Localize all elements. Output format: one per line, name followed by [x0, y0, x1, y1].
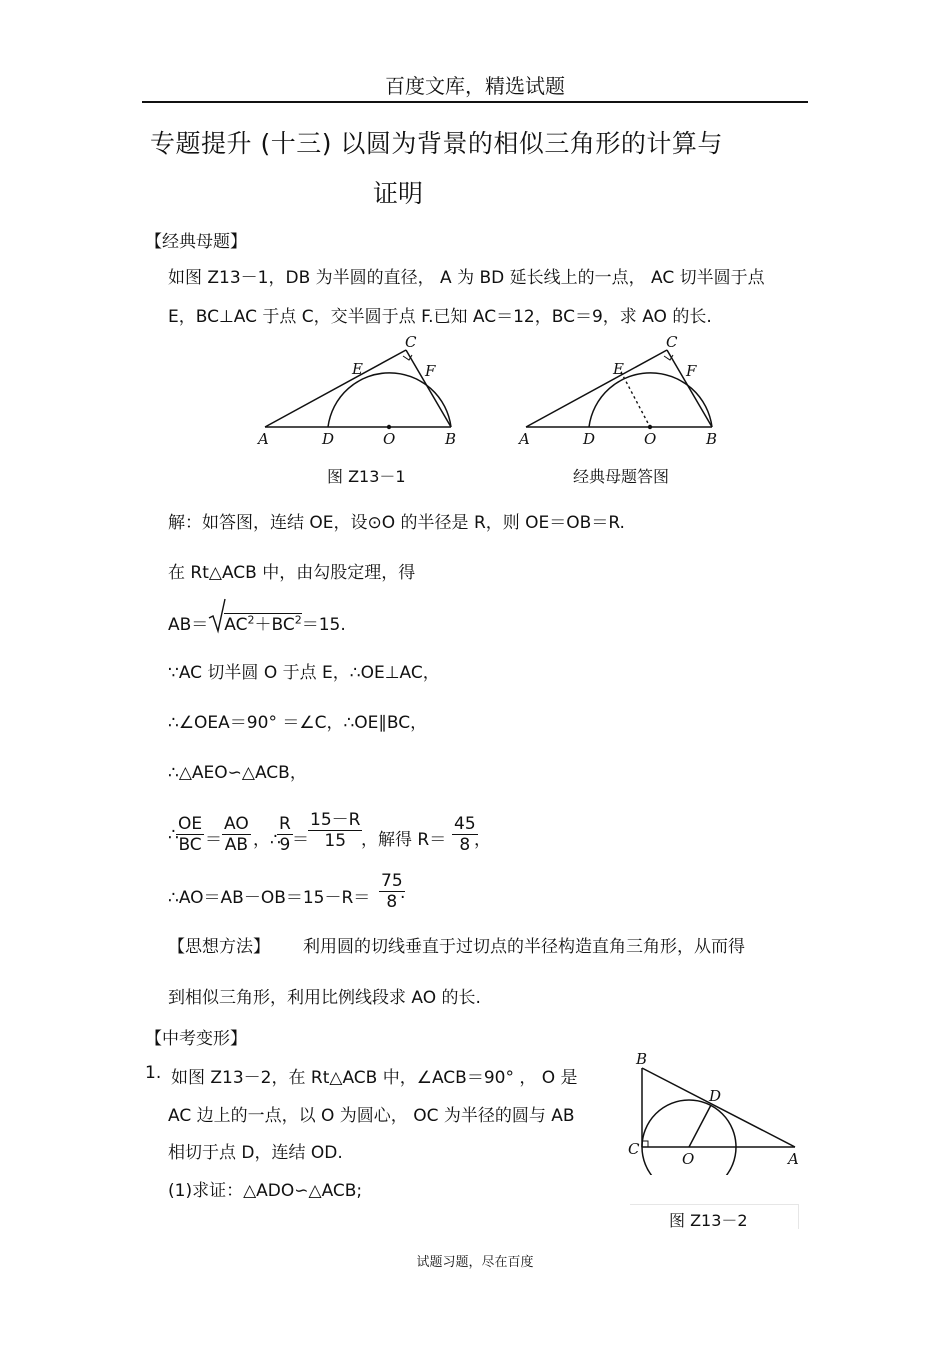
figure-z13-1: [255, 332, 470, 452]
label-b: B: [706, 430, 718, 448]
solution-line3: [168, 610, 346, 635]
therefore-mark: ∴: [168, 825, 179, 845]
variant-line1: 如图 Z13－2，在 Rt△ACB 中，∠ACB＝90° ， O 是: [171, 1068, 578, 1088]
figure-z13-1-caption: 图 Z13－1: [327, 467, 406, 486]
classic-problem-line1: 如图 Z13－1，DB 为半圆的直径， A 为 BD 延长线上的一点， AC 切半圆于点: [168, 268, 765, 288]
line-ac: [265, 350, 406, 427]
radical-sign: [208, 598, 226, 634]
solution-line8-end: .: [400, 883, 406, 903]
label-c: C: [405, 333, 417, 351]
label-d: D: [583, 430, 596, 448]
dotted-oe: [621, 372, 650, 427]
label-e: E: [613, 360, 624, 378]
line-ab: [642, 1068, 795, 1147]
label-c: C: [666, 333, 678, 351]
label-a: A: [519, 430, 530, 448]
method-line1: 利用圆的切线垂直于过切点的半径构造直角三角形，从而得: [303, 937, 745, 957]
comma-end: ，: [474, 830, 491, 850]
label-a: A: [258, 430, 269, 448]
solution-line5: ∴∠OEA＝90° ＝∠C，∴OE∥BC，: [168, 713, 428, 733]
label-f: F: [425, 362, 436, 380]
label-o: O: [682, 1150, 695, 1168]
header-title: 百度文库，精选试题: [385, 74, 565, 98]
classic-problem-line2: E，BC⊥AC 于点 C，交半圆于点 F.已知 AC＝12，BC＝9，求 AO 的长.: [168, 307, 712, 327]
solution-line4: ∵AC 切半圆 O 于点 E，∴OE⊥AC，: [168, 663, 440, 683]
figure-answer: [516, 332, 731, 452]
fraction-ao-ab: $\frac{AO}{AB}$: [224, 814, 249, 855]
label-b: B: [636, 1050, 648, 1068]
center-dot: [648, 425, 652, 429]
label-b: B: [445, 430, 457, 448]
footer-text: 试题习题，尽在百度: [416, 1255, 534, 1270]
ab-equals: AB＝: [168, 615, 209, 635]
radicand: $AC^2+BC^2$: [224, 613, 302, 635]
fraction-r-9: $\frac{R}{9}$: [279, 814, 291, 855]
solution-line6: ∴△AEO∽△ACB，: [168, 763, 307, 783]
label-d: D: [322, 430, 335, 448]
comma-therefore: ，∴: [253, 830, 281, 850]
fraction-oe-bc: $\frac{OE}{BC}$: [178, 814, 203, 855]
variant-line2: AC 边上的一点，以 O 为圆心， OC 为半径的圆与 AB: [168, 1106, 575, 1126]
label-c: C: [628, 1140, 640, 1158]
fraction-75-8: $\frac{75}{8}$: [381, 871, 403, 912]
label-f: F: [686, 362, 697, 380]
label-o: O: [383, 430, 396, 448]
equals-1: ＝: [205, 830, 222, 850]
variant-line4: (1)求证：△ADO∽△ACB;: [168, 1181, 363, 1201]
sqrt-expression: [208, 610, 301, 635]
method-line2: 到相似三角形，利用比例线段求 AO 的长.: [168, 988, 481, 1008]
equals-2: ＝: [292, 830, 309, 850]
figure-answer-caption: 经典母题答图: [573, 467, 670, 486]
variant-line3: 相切于点 D，连结 OD.: [168, 1143, 343, 1163]
label-e: E: [352, 360, 363, 378]
header-divider: [142, 101, 808, 103]
solution-line2: 在 Rt△ACB 中，由勾股定理，得: [168, 563, 416, 583]
semicircle: [328, 373, 451, 427]
label-d: D: [709, 1087, 722, 1105]
semicircle: [589, 373, 712, 427]
solution-line1: 解：如答图，连结 OE，设⊙O 的半径是 R，则 OE＝OB＝R.: [168, 513, 625, 533]
line-ac: [526, 350, 667, 427]
classic-heading: 【经典母题】: [145, 232, 247, 252]
line-od: [689, 1105, 711, 1147]
figure-z13-2-caption: 图 Z13－2: [669, 1211, 748, 1230]
label-a: A: [788, 1150, 799, 1168]
fraction-15-minus-r: $\frac{15-R}{15}$: [310, 810, 361, 851]
page-title-line1: 专题提升 (十三) 以圆为背景的相似三角形的计算与: [150, 129, 723, 158]
solve-text: ，解得 R＝: [361, 830, 447, 850]
variant-heading: 【中考变形】: [145, 1029, 247, 1049]
solution-line8: ∴AO＝AB－OB＝15－R＝: [168, 888, 371, 908]
ab-result: ＝15.: [301, 615, 346, 635]
label-o: O: [644, 430, 657, 448]
center-dot: [387, 425, 391, 429]
question-number: 1.: [145, 1063, 162, 1083]
fraction-45-8: $\frac{45}{8}$: [454, 814, 476, 855]
page-title-line2: 证明: [373, 179, 424, 208]
method-heading: 【思想方法】: [168, 937, 270, 957]
figure-z13-2: [625, 1050, 805, 1175]
